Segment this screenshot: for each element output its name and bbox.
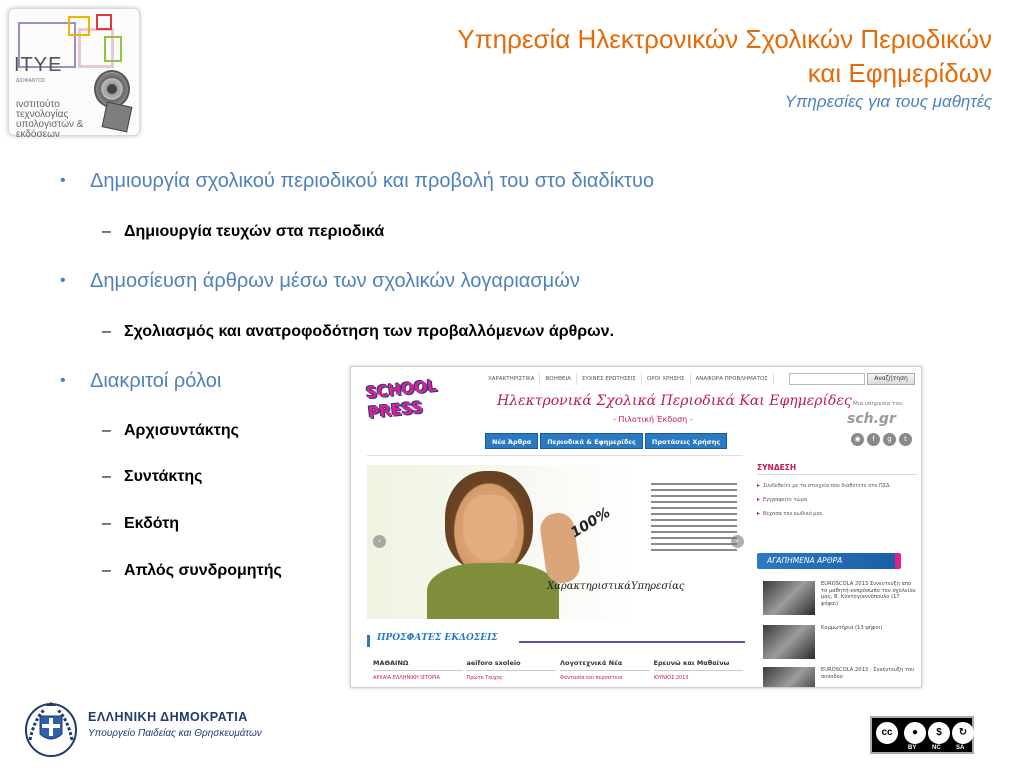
title-line-2: και Εφημερίδων (807, 58, 992, 88)
site-top-nav (483, 373, 774, 385)
logo-text-line-2: τεχνολογίας (16, 109, 69, 120)
dash-icon: – (102, 515, 111, 532)
logo-square-red (96, 14, 112, 30)
slide-title (372, 22, 992, 114)
dash-icon: – (102, 468, 111, 485)
government-label (88, 710, 262, 739)
column-item[interactable]: ΙΟΥΝΙΟΣ 2013 (653, 675, 689, 681)
topnav-link[interactable]: ΧΑΡΑΚΤΗΡΙΣΤΙΚΑ (483, 373, 540, 385)
article-text: EUROSCOLA 2013 : Συνέντευξη του συνοδού (821, 667, 915, 680)
partner-label: Μια υπηρεσία του: (853, 401, 904, 407)
sub-bullet-text: Σχολιασμός και ανατροφοδότηση των προβαλλόμενων άρθρων. (124, 323, 615, 340)
logo-square-yellow (68, 16, 90, 36)
menu-new-articles[interactable]: Νέα Άρθρα (485, 433, 538, 449)
topnav-link[interactable]: ΟΡΟΙ ΧΡΗΣΗΣ (642, 373, 691, 385)
creative-commons-badge[interactable] (870, 716, 974, 754)
logo-line-1: SCHOOL (364, 376, 438, 403)
menu-usage-proposals[interactable]: Προτάσεις Χρήσης (645, 433, 727, 449)
hero-slider[interactable] (367, 465, 749, 619)
logo-letters: ITYE (14, 54, 63, 76)
cc-label-by: BY (908, 745, 917, 751)
divider (367, 455, 743, 456)
bullet-text: Δημοσίευση άρθρων μέσω των σχολικών λογαριασμών (90, 270, 580, 292)
recent-column (373, 659, 467, 681)
column-header[interactable]: Ερευνώ και Μαθαίνω (654, 659, 744, 671)
bullet-text: Δημιουργία σχολικού περιοδικού και προβολή του στο διαδίκτυο (90, 170, 655, 192)
facebook-icon[interactable]: f (867, 433, 880, 446)
sharealike-icon: ↻ (952, 722, 974, 744)
menu-magazines[interactable]: Περιοδικά & Εφημερίδες (540, 433, 643, 449)
title-line-1: Υπηρεσία Ηλεκτρονικών Σχολικών Περιοδικών (457, 24, 992, 54)
favorite-article[interactable] (763, 625, 919, 661)
site-search-button[interactable]: Αναζήτηση (867, 373, 915, 385)
favorite-article[interactable] (763, 581, 919, 617)
gov-ministry: Υπουργείο Παιδείας και Θρησκευμάτων (88, 728, 262, 739)
topnav-link[interactable]: ΣΥΧΝΕΣ ΕΡΩΤΗΣΕΙΣ (577, 373, 642, 385)
greek-emblem-icon (24, 700, 78, 758)
article-thumbnail (763, 667, 815, 688)
column-item[interactable]: Φαντασία και περιπέτεια (560, 675, 623, 681)
dash-icon: – (102, 562, 111, 579)
forgot-password-link[interactable]: ▸ Βέχασα τον κωδικό μου (757, 511, 917, 517)
google-icon[interactable]: g (883, 433, 896, 446)
recent-issues-header (367, 633, 743, 647)
dash-icon: – (102, 223, 111, 240)
sub-bullet-text: Συντάκτης (124, 468, 203, 485)
social-icons (851, 433, 912, 446)
title-subtitle: Υπηρεσίες για τους μαθητές (784, 92, 992, 111)
topnav-link[interactable]: ΒΟΗΘΕΙΑ (540, 373, 576, 385)
sub-bullet-text: Απλός συνδρομητής (124, 562, 282, 579)
logo-text-line-3: υπολογιστών & εκδόσεων (16, 119, 84, 140)
slider-prev-icon[interactable]: ‹ (373, 535, 386, 548)
boy-shirt (427, 563, 559, 619)
site-search-input[interactable] (789, 373, 865, 385)
logo-sub: ΔΙΟΦΑΝΤΟΣ (16, 78, 46, 84)
schoolpress-logo[interactable] (365, 375, 453, 428)
hero-handwritten-text (651, 479, 737, 555)
recent-accent-bar (367, 635, 370, 647)
bullet-icon: • (60, 272, 66, 289)
column-header[interactable]: aeiforo sxoleio (467, 659, 557, 671)
cc-label-nc: NC (932, 745, 941, 751)
article-text: EUROSCOLA 2013 Συνεντευξη από το μαθητή-εκπρόσωπο του σχολείου μας, Β. Κοντογιαννόπουλο (17 ψήφοι) (821, 581, 916, 607)
recent-column (560, 659, 654, 681)
gov-title: ΕΛΛΗΝΙΚΗ ΔΗΜΟΚΡΑΤΙΑ (88, 710, 248, 724)
logo-square-green (104, 36, 122, 62)
itye-logo (8, 8, 140, 140)
login-link[interactable]: ▸ Συνδεθείτε με τα στοιχεία που διαθέτετε στο ΠΣΔ. (757, 483, 917, 489)
column-header[interactable]: Λογοτεχνικά Νέα (560, 659, 650, 671)
sub-bullet-text: Αρχισυντάκτης (124, 422, 239, 439)
sub-bullet-text: Εκδότη (124, 515, 180, 532)
sch-logo[interactable]: sch.gr (847, 411, 896, 427)
slider-next-icon[interactable]: › (731, 535, 744, 548)
article-thumbnail (763, 625, 815, 659)
schoolpress-website-screenshot (350, 366, 922, 688)
article-thumbnail (763, 581, 815, 615)
bullet-icon: • (60, 172, 66, 189)
login-box (757, 463, 917, 517)
dash-icon: – (102, 422, 111, 439)
bullet-text: Διακριτοί ρόλοι (90, 370, 222, 392)
recent-heading: ΠΡΟΣΦΑΤΕΣ ΕΚΔΟΣΕΙΣ (377, 633, 498, 643)
login-heading: ΣΥΝΔΕΣΗ (757, 463, 917, 475)
topnav-link[interactable]: ΑΝΑΦΟΡΑ ΠΡΟΒΛΗΜΑΤΟΣ (691, 373, 774, 385)
recent-issues-columns (373, 659, 747, 681)
cc-icon: cc (876, 722, 898, 744)
site-subtitle: - Πιλοτική Έκδοση - (613, 415, 693, 424)
column-item[interactable]: ΑΡΧΑΙΑ ΕΛΛΗΝΙΚΗ ΙΣΤΟΡΙΑ (373, 675, 440, 681)
boy-face (463, 495, 517, 561)
sub-bullet-text: Δημιουργία τευχών στα περιοδικά (124, 223, 385, 240)
cc-label-sa: SA (956, 745, 965, 751)
twitter-icon[interactable]: t (899, 433, 912, 446)
logo-text (16, 100, 126, 140)
column-item[interactable]: Πρώτο Τεύχος (466, 675, 503, 681)
hero-badge: 100% (568, 504, 614, 542)
hero-caption: ΧαρακτηριστικάΥπηρεσίας (547, 581, 685, 592)
noncommercial-icon: $ (928, 722, 950, 744)
register-link[interactable]: ▸ Εγγραφείτε τώρα (757, 497, 917, 503)
site-main-menu (485, 433, 727, 449)
favorites-heading: ΑΓΑΠΗΜΕΝΑ ΑΡΘΡΑ (757, 553, 901, 569)
recent-column (467, 659, 561, 681)
article-text: Κομμωτήρια (13 ψήφοι) (821, 625, 883, 631)
column-header[interactable]: ΜΑΘΑΙΝΩ (373, 659, 463, 671)
attribution-icon: ● (904, 722, 926, 744)
recent-column (654, 659, 748, 681)
dash-icon: – (102, 323, 111, 340)
favorite-article[interactable] (763, 667, 919, 688)
rss-icon[interactable]: ◉ (851, 433, 864, 446)
bullet-icon: • (60, 372, 66, 389)
site-title: Ηλεκτρονικά Σχολικά Περιοδικά Και Εφημερίδες (497, 393, 852, 409)
logo-line-2: PRESS (367, 397, 424, 423)
recent-underline (519, 641, 745, 643)
logo-text-line-1: ινστιτούτο (16, 99, 60, 110)
